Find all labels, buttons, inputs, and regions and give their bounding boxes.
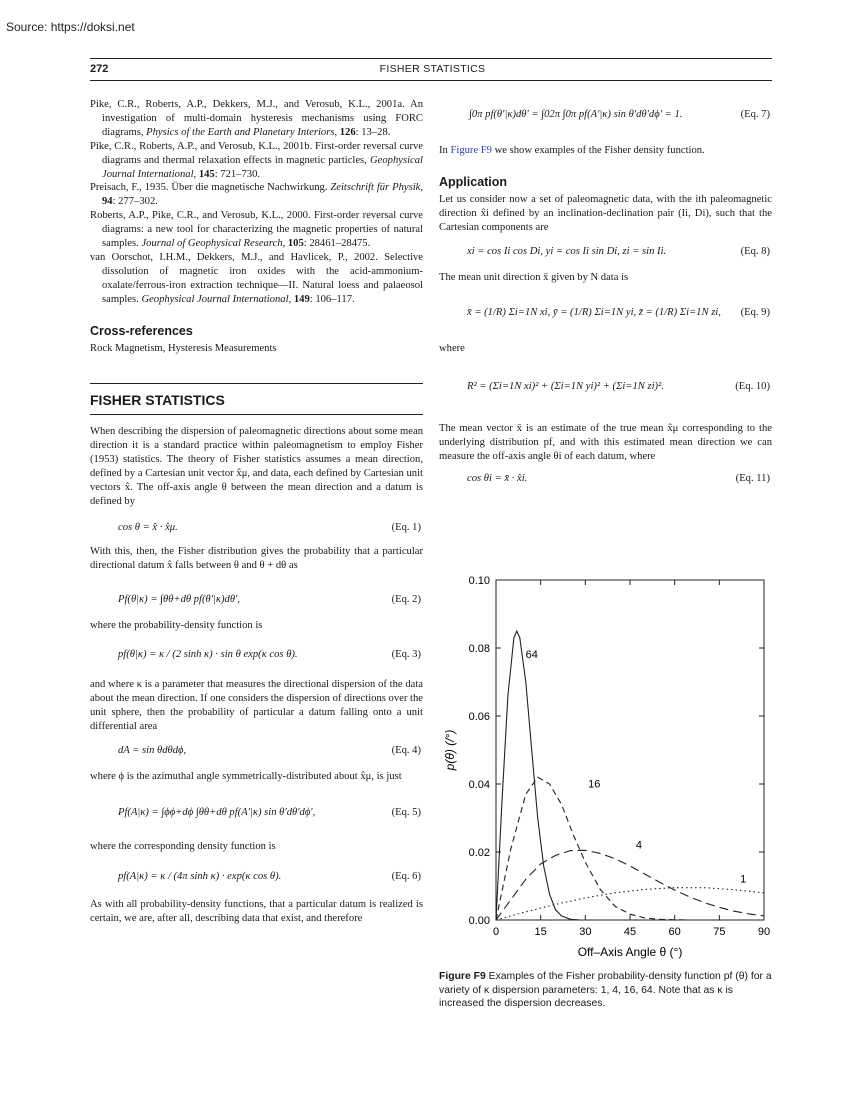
x-tick-label: 60 <box>668 926 681 938</box>
series-label-kappa-64: 64 <box>525 649 538 662</box>
paragraph: where the corresponding density function is <box>90 841 276 852</box>
figure-reference-paragraph: In Figure F9 we show examples of the Fisher density function. <box>439 145 705 156</box>
paragraph: where <box>439 343 465 355</box>
paragraph: As with all probability-density functions, that a particular datum is realized is certain, we are, after all, describing data that exist, and therefore <box>90 898 423 924</box>
reference-item: Pike, C.R., Roberts, A.P., Dekkers, M.J., and Verosub, K.L., 2001a. An investigation of multi-domain hysteresis mechanisms using FORC diagrams, Physics of the Earth and Planetary Interiors, 126: 13–28. <box>90 99 423 138</box>
equation-1: cos θ = x̂ · x̂μ. (Eq. 1) <box>118 521 421 533</box>
x-tick-label: 15 <box>534 926 547 938</box>
reference-item: van Oorschot, I.H.M., Dekkers, M.J., and Havlicek, P., 2002. Selective dissolution of magnetic iron oxides with the acid-ammonium-oxalate/ferrous-iron extraction technique—II. Natural loess and palaeosol samples. Geophysical Journal International, 149: 106–117. <box>90 251 423 305</box>
paragraph: Let us consider now a set of paleomagnetic data, with the ith paleomagnetic direction x̂i defined by an inclination-declination pair (Ii, Di), such that the Cartesian components are <box>439 193 772 233</box>
left-column <box>90 98 423 926</box>
reference-item: Roberts, A.P., Pike, C.R., and Verosub, K.L., 2000. First-order reversal curve diagrams: a new tool for characterizing the magnetic properties of natural samples. Journal of Geophysical Research, 105: 28461–28475. <box>90 210 423 250</box>
equation-3: pf(θ|κ) = κ / (2 sinh κ) · sin θ exp(κ cos θ). (Eq. 3) <box>118 649 421 661</box>
paragraph: The mean unit direction x̄ given by N data is <box>439 271 629 283</box>
application-heading: Application <box>439 174 508 189</box>
equation-4: dA = sin θdθdϕ, (Eq. 4) <box>118 745 421 757</box>
equation-5: Pf(A|κ) = ∫ϕϕ+dϕ ∫θθ+dθ pf(A′|κ) sin θ′dθ′dϕ′, (Eq. 5) <box>118 807 421 818</box>
equation-9: x̄ = (1/R) Σi=1N xi, ȳ = (1/R) Σi=1N yi, z̄ = (1/R) Σi=1N zi, (Eq. 9) <box>467 307 770 319</box>
article-title-rule <box>90 414 423 415</box>
paragraph: and where κ is a parameter that measures the directional dispersion of the data about the mean direction. If one considers the dispersion of directions over the unit sphere, then the probability of particular a datum falling onto a unit differential area <box>90 679 423 733</box>
series-line-kappa-64 <box>496 631 585 920</box>
x-tick-label: 75 <box>713 926 726 938</box>
equation-6: pf(A|κ) = κ / (4π sinh κ) · exp(κ cos θ). (Eq. 6) <box>118 870 421 882</box>
reference-list <box>90 98 423 307</box>
equation-8: xi = cos Ii cos Di, yi = cos Ii sin Di, zi = sin Ii. (Eq. 8) <box>467 245 770 257</box>
header-bottom-rule <box>90 80 772 81</box>
y-tick-label: 0.00 <box>468 915 490 927</box>
plot-frame <box>496 580 764 920</box>
fisher-density-chart <box>432 566 772 966</box>
series-line-kappa-16 <box>496 777 690 920</box>
y-tick-label: 0.10 <box>468 575 490 587</box>
x-tick-label: 45 <box>623 926 637 938</box>
header-top-rule <box>90 58 772 59</box>
paragraph: where the probability-density function is <box>90 619 263 631</box>
series-label-kappa-4: 4 <box>635 839 642 852</box>
article-top-rule <box>90 383 423 384</box>
equation-10: R² = (Σi=1N xi)² + (Σi=1N yi)² + (Σi=1N zi)². (Eq. 10) <box>467 381 770 393</box>
series-label-kappa-16: 16 <box>588 778 601 791</box>
equation-11: cos θi = x̄ · x̂i. (Eq. 11) <box>467 473 770 485</box>
figure-label: Figure F9 <box>439 971 486 982</box>
intro-paragraph: When describing the dispersion of paleomagnetic directions about some mean direction it is a standard practice within paleomagnetism to employ Fisher (1953) statistics. The theory of Fisher statistics assumes a mean direction, defined by a Cartesian unit vector x̂μ, and data, each defined by Cartesian unit vectors x̂. The off-axis angle θ between the mean direction and a datum is defined by <box>90 426 423 507</box>
running-title: FISHER STATISTICS <box>379 63 486 75</box>
equation-2: Pf(θ|κ) = ∫θθ+dθ pf(θ′|κ)dθ′, (Eq. 2) <box>118 593 421 605</box>
crossref-text: Rock Magnetism, Hysteresis Measurements <box>90 342 277 354</box>
paragraph: where ϕ is the azimuthal angle symmetrically-distributed about x̂μ, is just <box>90 771 402 783</box>
right-column <box>439 98 772 492</box>
crossref-heading: Cross-references <box>90 323 193 338</box>
equation-7: ∫0π pf(θ′|κ)dθ′ = ∫02π ∫0π pf(A′|κ) sin θ′dθ′dϕ′ = 1. (Eq. 7) <box>469 109 770 120</box>
y-tick-label: 0.02 <box>468 847 490 859</box>
figure-link[interactable]: Figure F9 <box>450 145 492 156</box>
paragraph: The mean vector x̄ is an estimate of the true mean x̂μ corresponding to the underlying distribution pf, and with this estimated mean direction we can measure the off-axis angle θi of each datum, where <box>439 423 772 463</box>
y-axis-label: p(θ) (/°) <box>443 729 457 771</box>
y-tick-label: 0.06 <box>468 711 490 723</box>
y-tick-label: 0.08 <box>468 643 490 655</box>
y-tick-label: 0.04 <box>468 779 490 791</box>
series-label-kappa-1: 1 <box>740 873 747 886</box>
x-tick-label: 30 <box>579 926 592 938</box>
reference-item: Preisach, F., 1935. Über die magnetische Nachwirkung. Zeitschrift für Physik, 94: 277–302. <box>90 182 423 208</box>
figure-caption: Figure F9 Examples of the Fisher probability-density function pf (θ) for a variety of κ dispersion parameters: 1, 4, 16, 64. Note that as κ is increased the dispersion decreases. <box>439 971 772 1010</box>
x-tick-label: 0 <box>492 926 500 938</box>
x-tick-label: 90 <box>757 926 771 938</box>
source-note: Source: https://doksi.net <box>6 20 135 34</box>
x-axis-label: Off–Axis Angle θ (°) <box>577 945 683 959</box>
article-title: FISHER STATISTICS <box>90 392 225 409</box>
page-number: 272 <box>90 63 109 75</box>
paragraph: With this, then, the Fisher distribution gives the probability that a particular directional datum x̂ falls between θ and θ + dθ as <box>90 545 423 571</box>
reference-item: Pike, C.R., Roberts, A.P., and Verosub, K.L., 2001b. First-order reversal curve diagrams and thermal relaxation effects in magnetic particles, Geophysical Journal International, 145: 721–730. <box>90 140 423 180</box>
